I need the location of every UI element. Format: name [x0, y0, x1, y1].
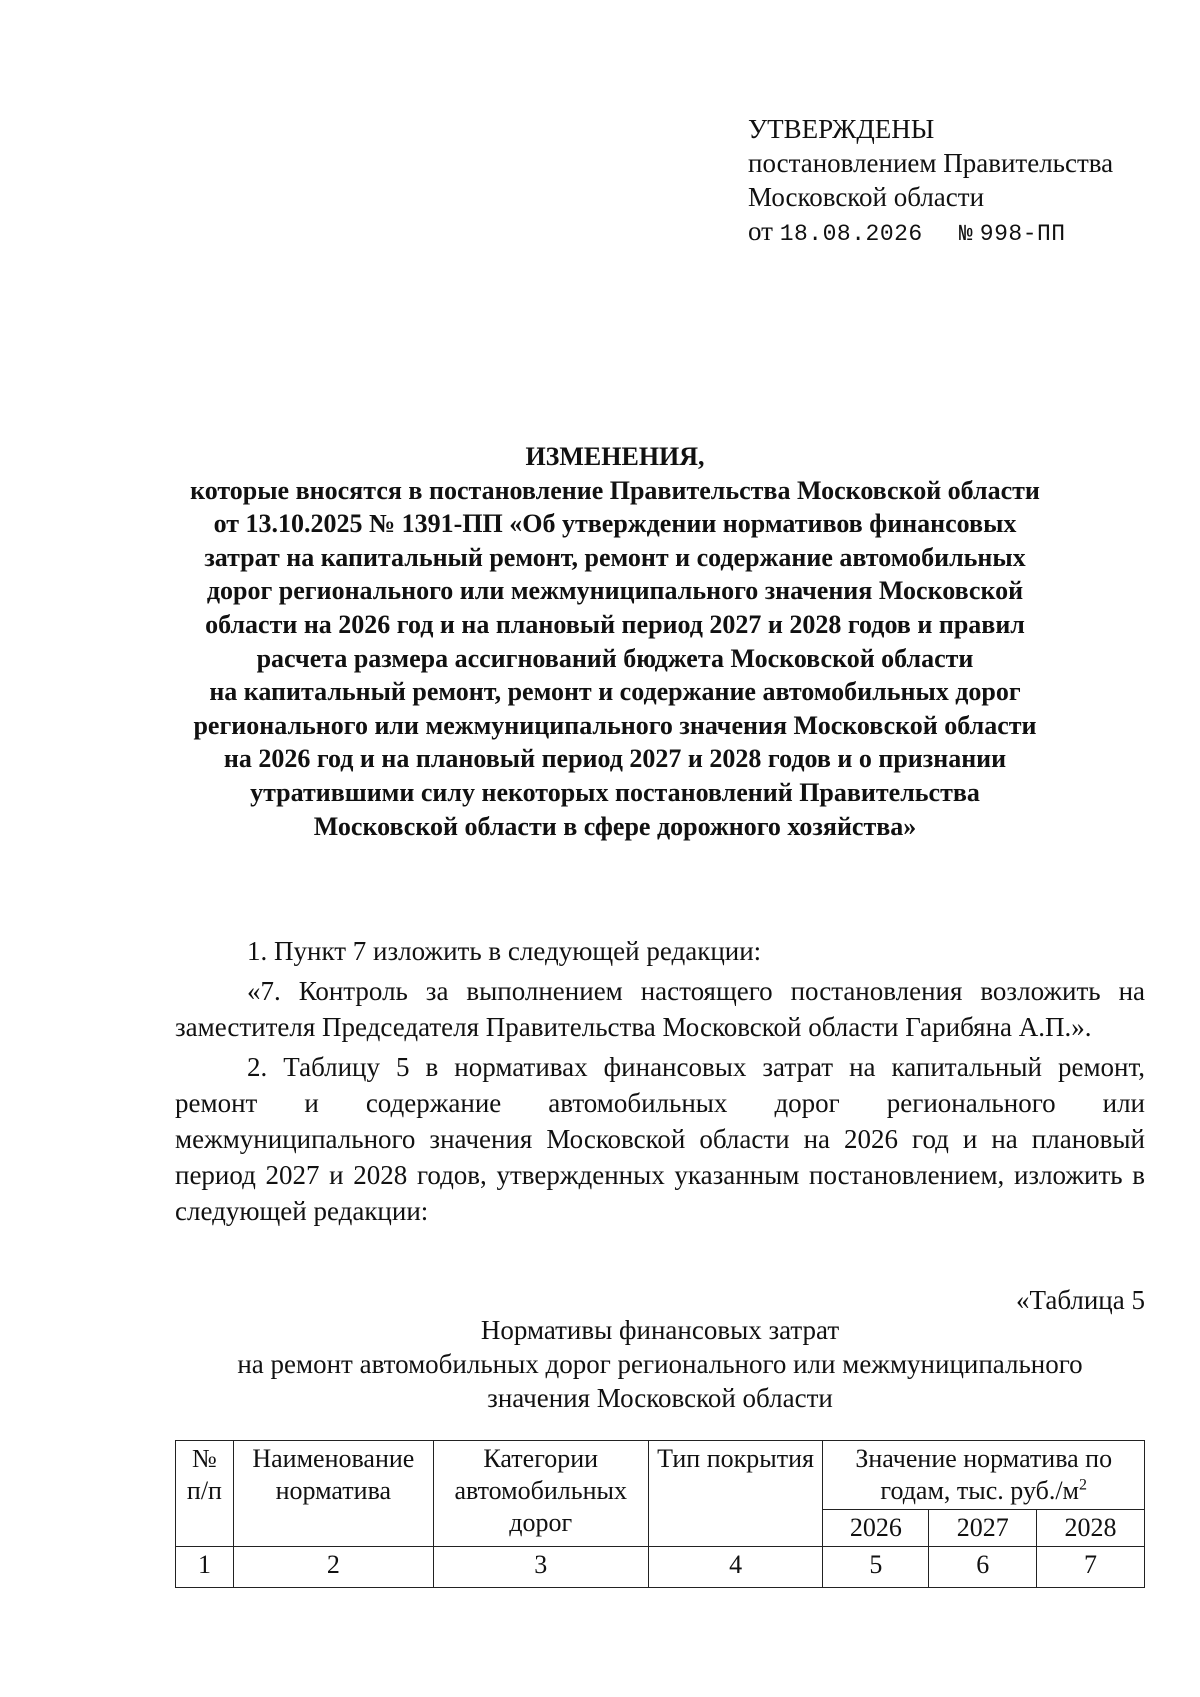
heading-line: на 2026 год и на плановый период 2027 и 2028 годов и о признании [223, 744, 1007, 774]
heading-line: регионального или межмуниципального значения Московской области [193, 710, 1037, 740]
approval-date: 18.08.2026 [779, 221, 923, 247]
date-prefix: от [748, 216, 773, 246]
norms-table [175, 1440, 1145, 1588]
header-name: Наименование норматива [233, 1441, 433, 1547]
table-title-line-3: значения Московской области [487, 1383, 833, 1413]
heading-line: утратившими силу некоторых постановлений Правительства [250, 777, 980, 807]
heading-line: которые вносятся в постановление Правительства Московской области [190, 475, 1040, 505]
table-reference: «Таблица 5 [1016, 1285, 1145, 1315]
approval-title: УТВЕРЖДЕНЫ [748, 114, 935, 144]
header-year: 2026 [823, 1510, 929, 1547]
approval-line-1: постановлением Правительства [748, 148, 1114, 178]
header-value [823, 1441, 1145, 1510]
header-number: № п/п [176, 1441, 234, 1547]
approval-number: 998-ПП [979, 221, 1066, 247]
heading-line: дорог регионального или межмуниципального значения Московской [206, 576, 1024, 606]
table-title [175, 1313, 1145, 1415]
header-category: Категории автомобильных дорог [433, 1441, 648, 1547]
header-value-superscript: 2 [1079, 1476, 1088, 1494]
approval-block [748, 112, 1113, 251]
table-header-row [176, 1441, 1145, 1510]
heading-line: от 13.10.2025 № 1391-ПП «Об утверждении нормативов финансовых [213, 509, 1017, 539]
heading-line: области на 2026 год и на плановый период 2027 и 2028 годов и правил [205, 609, 1025, 639]
number-prefix: № [958, 221, 974, 247]
table-cell: 6 [929, 1547, 1037, 1588]
header-surface: Тип покрытия [648, 1441, 823, 1547]
heading-line: затрат на капитальный ремонт, ремонт и содержание автомобильных [204, 542, 1026, 572]
table-cell: 1 [176, 1547, 234, 1588]
table-cell: 5 [823, 1547, 929, 1588]
table-cell: 2 [233, 1547, 433, 1588]
header-value-label: Значение норматива по годам, тыс. руб./м [855, 1444, 1113, 1505]
header-year: 2027 [929, 1510, 1037, 1547]
approval-line-2: Московской области [748, 182, 985, 212]
table-index-row [176, 1547, 1145, 1588]
document-heading [180, 440, 1050, 843]
approval-date-line [748, 214, 1113, 251]
heading-line: Московской области в сфере дорожного хозяйства» [313, 811, 917, 841]
heading-line: расчета размера ассигнований бюджета Московской области [256, 643, 974, 673]
heading-line: на капитальный ремонт, ремонт и содержание автомобильных дорог [209, 677, 1021, 707]
header-year: 2028 [1037, 1510, 1145, 1547]
table-title-line-2: на ремонт автомобильных дорог регионального или межмуниципального [237, 1349, 1083, 1379]
heading-title: ИЗМЕНЕНИЯ, [525, 442, 705, 471]
paragraph-2: «7. Контроль за выполнением настоящего постановления возложить на заместителя Председателя Правительства Московской области Гарибяна А.П.». [175, 976, 1145, 1042]
paragraph-3: 2. Таблицу 5 в нормативах финансовых затрат на капитальный ремонт, ремонт и содержание автомобильных дорог регионального или межмуниципального значения Московской области на 2026 год и на плановый период 2027 и 2028 годов, утвержденных указанным постановлением, изложить в следующей редакции: [175, 1052, 1145, 1226]
table-cell: 3 [433, 1547, 648, 1588]
document-body [175, 933, 1145, 1229]
table-cell: 7 [1037, 1547, 1145, 1588]
paragraph-1: 1. Пункт 7 изложить в следующей редакции: [247, 936, 762, 966]
table-title-line-1: Нормативы финансовых затрат [480, 1315, 840, 1345]
table-cell: 4 [648, 1547, 823, 1588]
